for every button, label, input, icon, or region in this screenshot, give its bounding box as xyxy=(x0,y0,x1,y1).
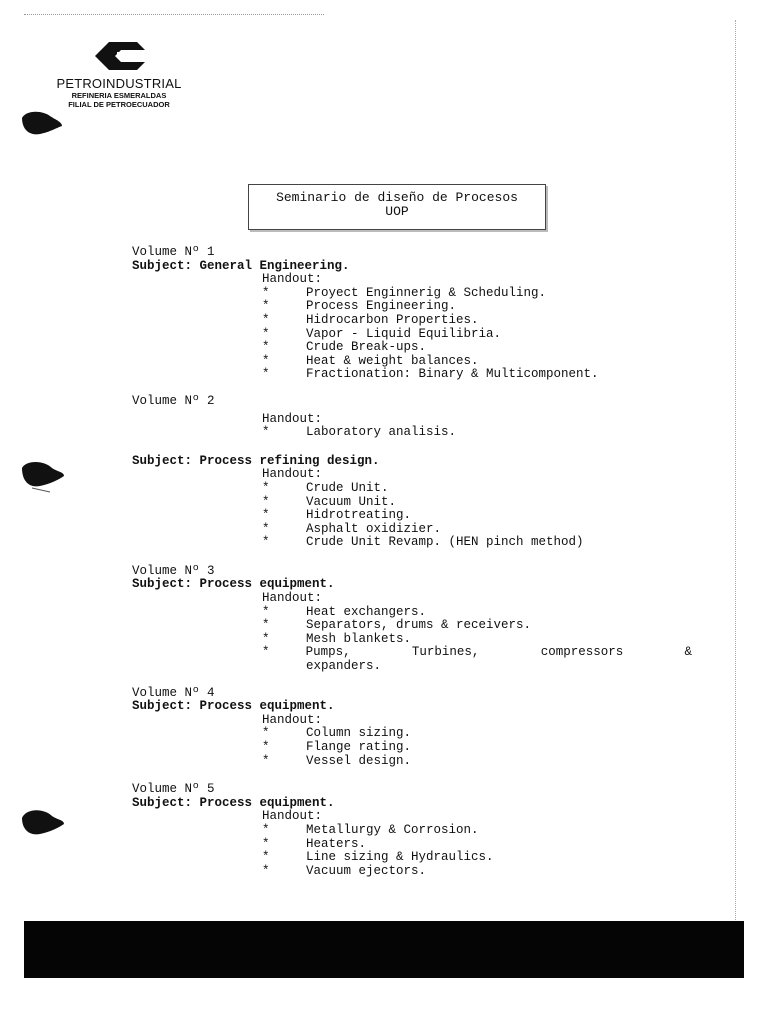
list-item: * Vacuum ejectors. xyxy=(262,863,427,878)
list-item: * Vacuum Unit. xyxy=(262,494,397,509)
handout-label: Handout: xyxy=(262,272,323,287)
list-item: * Heat exchangers. xyxy=(262,604,427,619)
scan-edge-line xyxy=(735,20,737,920)
seminar-title: Seminario de diseño de Procesos xyxy=(276,190,518,205)
volume-heading: Volume Nº 3 xyxy=(132,563,215,578)
seminar-title-box xyxy=(248,184,546,230)
seminar-subtitle: UOP xyxy=(385,204,409,219)
volume-heading: Volume Nº 4 xyxy=(132,685,215,700)
list-item: * Crude Unit Revamp. (HEN pinch method) xyxy=(262,535,584,550)
section-volume-5 xyxy=(132,783,692,878)
punch-hole-mark xyxy=(20,108,64,138)
list-item: * Pumps, Turbines, compressors & xyxy=(262,645,692,660)
list-item: * Proyect Enginnerig & Scheduling. xyxy=(262,285,547,300)
section-volume-4 xyxy=(132,687,692,769)
subject-line: Subject: Process equipment. xyxy=(132,577,335,592)
list-item: * Heaters. xyxy=(262,836,367,851)
volume-heading: Volume Nº 2 xyxy=(132,393,215,408)
list-item: * Laboratory analisis. xyxy=(262,425,457,440)
company-header xyxy=(44,40,194,109)
section-volume-2 xyxy=(132,395,692,440)
handout-label: Handout: xyxy=(262,411,323,426)
handout-label: Handout: xyxy=(262,591,323,606)
section-process-refining xyxy=(132,455,692,550)
list-item: * Column sizing. xyxy=(262,726,412,741)
list-item: * Line sizing & Hydraulics. xyxy=(262,850,494,865)
list-item: * Fractionation: Binary & Multicomponent. xyxy=(262,367,599,382)
petroindustrial-logo-icon xyxy=(91,40,147,74)
list-item: * Hidrocarbon Properties. xyxy=(262,312,479,327)
scan-bottom-black-bar xyxy=(24,921,744,978)
company-name: PETROINDUSTRIAL xyxy=(56,76,182,91)
list-item: * Heat & weight balances. xyxy=(262,353,479,368)
subject-line: Subject: Process equipment. xyxy=(132,795,335,810)
list-item: * Metallurgy & Corrosion. xyxy=(262,822,479,837)
list-item-continuation: expanders. xyxy=(306,659,382,674)
punch-hole-mark xyxy=(20,458,66,494)
subject-line: Subject: Process equipment. xyxy=(132,699,335,714)
handout-label: Handout: xyxy=(262,467,323,482)
list-item: * Crude Break-ups. xyxy=(262,340,427,355)
list-item: * Crude Unit. xyxy=(262,480,389,495)
handout-label: Handout: xyxy=(262,712,323,727)
list-item: * Process Engineering. xyxy=(262,299,457,314)
list-item: * Separators, drums & receivers. xyxy=(262,618,532,633)
handout-label: Handout: xyxy=(262,809,323,824)
list-item: * Vapor - Liquid Equilibria. xyxy=(262,326,502,341)
section-volume-3 xyxy=(132,565,692,674)
subject-line: Subject: Process refining design. xyxy=(132,453,380,468)
punch-hole-mark xyxy=(20,806,66,840)
list-item: * Vessel design. xyxy=(262,753,412,768)
subject-line: Subject: General Engineering. xyxy=(132,258,350,273)
affiliate-name: FILIAL DE PETROECUADOR xyxy=(68,100,170,109)
list-item: * Flange rating. xyxy=(262,740,412,754)
list-item: * Asphalt oxidizier. xyxy=(262,521,442,536)
list-item: * Mesh blankets. xyxy=(262,631,412,646)
volume-heading: Volume Nº 5 xyxy=(132,782,215,797)
scan-noise-top xyxy=(24,14,324,19)
volume-heading: Volume Nº 1 xyxy=(132,245,215,259)
refinery-name: REFINERIA ESMERALDAS xyxy=(71,91,167,100)
document-body xyxy=(132,246,692,878)
list-item: * Hidrotreating. xyxy=(262,508,412,523)
section-volume-1 xyxy=(132,246,692,382)
